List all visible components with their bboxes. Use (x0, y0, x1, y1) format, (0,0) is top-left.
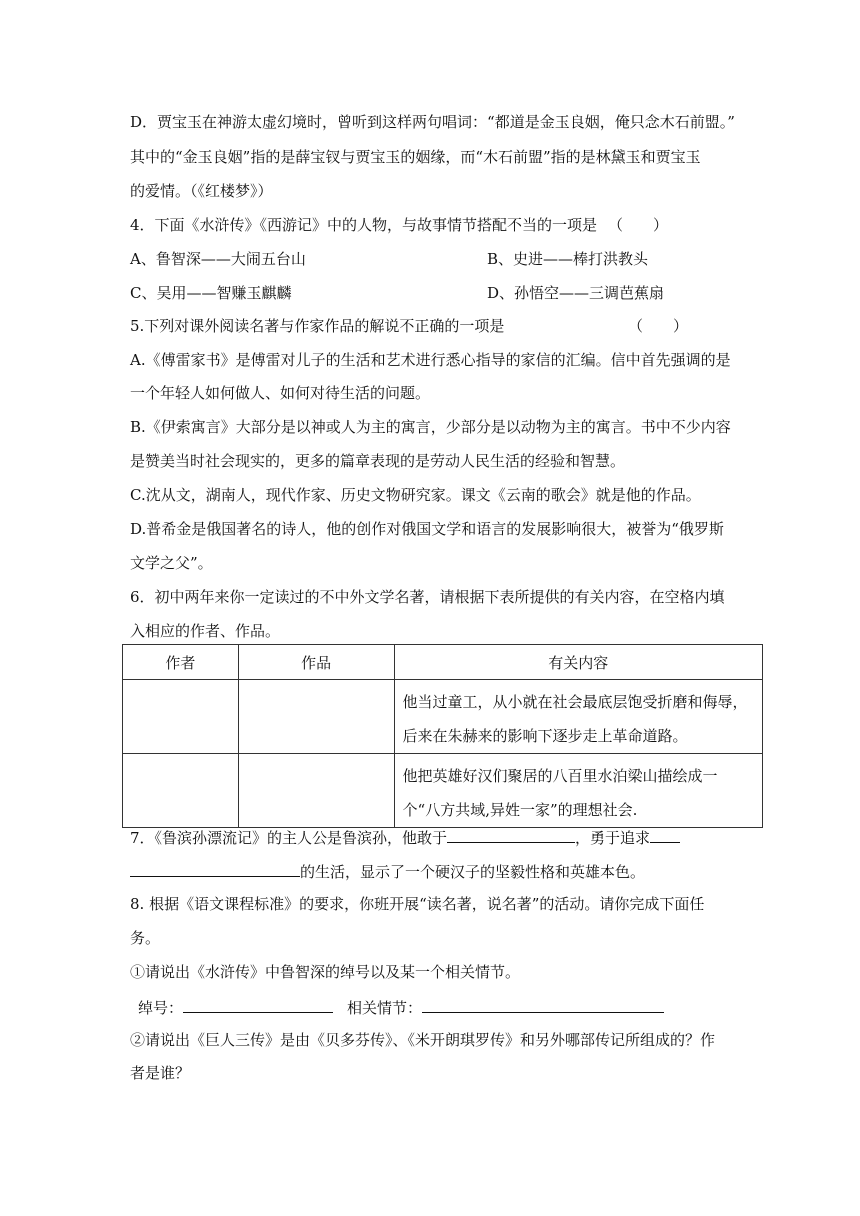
q8-sub1: ①请说出《水浒传》中鲁智深的绰号以及某一个相关情节。 (130, 963, 521, 981)
q4-stem: 4．下面《水浒传》《西游记》中的人物，与故事情节搭配不当的一项是 (130, 216, 598, 234)
q4-option-d: D、孙悟空——三调芭蕉扇 (487, 284, 665, 302)
content-text: 他把英雄好汉们聚居的八百里水泊梁山描绘成一个“八方共域,异姓一家”的理想社会. (402, 767, 718, 819)
q5-option-a-line1: A.《傅雷家书》是傅雷对儿子的生活和艺术进行悉心指导的家信的汇编。信中首先强调的是 (130, 351, 731, 369)
q5-option-c: C.沈从文，湖南人，现代作家、历史文物研究家。课文《云南的歌会》就是他的作品。 (130, 486, 701, 504)
q5-stem: 5.下列对课外阅读名著与作家作品的解说不正确的一项是 (130, 317, 505, 335)
header-work: 作品 (238, 645, 394, 680)
q3-option-d-line3: 的爱情。（《红楼梦》） (130, 182, 273, 200)
q8-stem-line1: 8. 根据《语文课程标准》的要求，你班开展“读名著，说名著”的活动。请你完成下面任 (130, 895, 705, 913)
q7-blank-1[interactable] (447, 826, 575, 843)
q5-answer-paren: （ ） (628, 317, 689, 335)
header-content: 有关内容 (394, 645, 762, 680)
work-input-cell[interactable] (238, 680, 394, 754)
author-input-cell[interactable] (123, 754, 239, 828)
q7-blank-2-start[interactable] (650, 826, 680, 843)
content-text: 他当过童工，从小就在社会最底层饱受折磨和侮辱，后来在朱赫来的影响下逐步走上革命道路。 (402, 693, 748, 745)
q5-option-d-line1: D.普希金是俄国著名的诗人，他的创作对俄国文学和语言的发展影响很大，被誉为“俄罗斯 (130, 520, 724, 538)
q4-option-b: B、史进——棒打洪教头 (487, 250, 649, 268)
q7-part3: 的生活，显示了一个硬汉子的坚毅性格和英雄本色。 (300, 863, 646, 881)
q5-option-d-line2: 文学之父”。 (130, 554, 213, 572)
author-input-cell[interactable] (123, 680, 239, 754)
q7-line1 (130, 826, 680, 848)
q4-option-c: C、吴用——智赚玉麒麟 (130, 284, 292, 302)
q4-answer-paren: （ ） (608, 216, 669, 234)
q5-option-b-line2: 是赞美当时社会现实的，更多的篇章表现的是劳动人民生活的经验和智慧。 (130, 452, 626, 470)
content-cell (394, 754, 762, 828)
nickname-blank[interactable] (183, 996, 333, 1013)
plot-blank[interactable] (422, 996, 664, 1013)
q6-stem-line1: 6．初中两年来你一定读过的不中外文学名著，请根据下表所提供的有关内容，在空格内填 (130, 588, 725, 606)
work-input-cell[interactable] (238, 754, 394, 828)
table-header-row (123, 645, 763, 680)
q8-sub2-line2: 者是谁？ (130, 1064, 191, 1082)
plot-label: 相关情节： (347, 999, 423, 1017)
q3-option-d-line2: 其中的“金玉良姻”指的是薛宝钗与贾宝玉的姻缘，而“木石前盟”指的是林黛玉和贾宝玉 (130, 148, 701, 166)
q7-part2: ，勇于追求 (575, 829, 651, 847)
table-row (123, 680, 763, 754)
q5-option-a-line2: 一个年轻人如何做人、如何对待生活的问题。 (130, 384, 431, 402)
table-row (123, 754, 763, 828)
q8-stem-line2: 务。 (130, 929, 161, 947)
q8-answer-line (138, 996, 664, 1018)
q8-sub2-line1: ②请说出《巨人三传》是由《贝多芬传》、《米开朗琪罗传》和另外哪部传记所组成的？作 (130, 1031, 716, 1049)
q5-option-b-line1: B.《伊索寓言》大部分是以神或人为主的寓言，少部分是以动物为主的寓言。书中不少内容 (130, 418, 731, 436)
q6-stem-line2: 入相应的作者、作品。 (130, 622, 281, 640)
q4-option-a: A、鲁智深——大闹五台山 (130, 250, 306, 268)
nickname-label: 绰号： (138, 999, 184, 1017)
q7-line2 (130, 860, 645, 882)
q7-blank-2[interactable] (130, 860, 300, 877)
header-author: 作者 (123, 645, 239, 680)
q6-table (122, 644, 763, 828)
content-cell (394, 680, 762, 754)
q7-part1: 7．《鲁滨孙漂流记》的主人公是鲁滨孙，他敢于 (130, 829, 448, 847)
q3-option-d-line1: D．贾宝玉在神游太虚幻境时，曾听到这样两句唱词：“都道是金玉良姻，俺只念木石前盟。” (130, 113, 735, 131)
